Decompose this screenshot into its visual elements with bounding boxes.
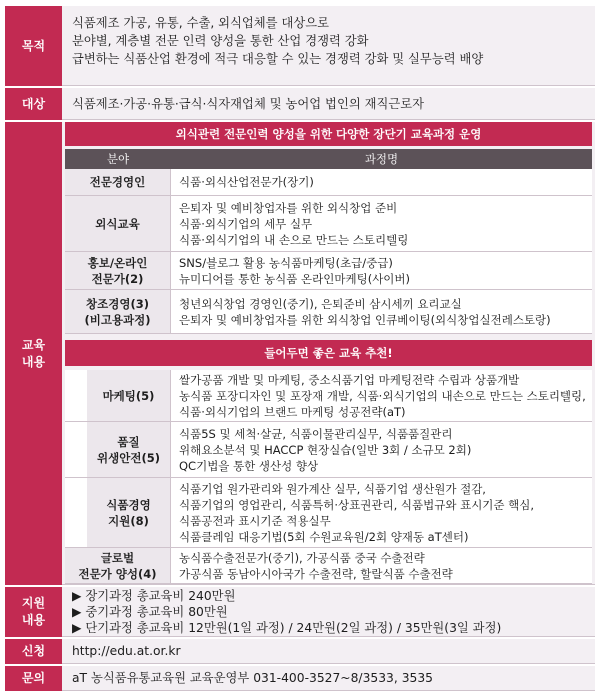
table-row [65, 548, 592, 584]
apply-label: 신청 [5, 639, 62, 664]
fee-label: 지원 내용 [5, 587, 62, 637]
table-row [65, 422, 592, 478]
target-content [62, 88, 595, 120]
field-cell: 창조경영(3) (비고용과정) [65, 290, 171, 333]
education-content [62, 122, 595, 585]
target-text: 식품제조·가공·유통·급식·식자재업체 및 농어업 법인의 재직근로자 [72, 96, 424, 111]
course-cell: 농식품수출전문가(중기), 가공식품 중국 수출전략 가공식품 동남아시아국가 수출전략, 할랄식품 수출전략 [179, 550, 453, 581]
table-row [65, 370, 592, 422]
contact-label: 문의 [5, 666, 62, 691]
field-cell: 외식교육 [65, 196, 171, 251]
purpose-row [5, 6, 595, 86]
field-cell: 홍보/온라인 전문가(2) [65, 252, 171, 289]
purpose-label: 목적 [5, 6, 62, 86]
col-field-header: 분야 [106, 152, 130, 166]
contact-row [5, 666, 595, 691]
table-row [65, 478, 592, 548]
course-cell: SNS/블로그 활용 농식품마케팅(초급/중급) 뉴미디어를 통한 농식품 온라인마케팅(사이버) [179, 255, 411, 286]
contact-text: aT 농식품유통교육원 교육운영부 031-400-3527~8/3533, 3535 [72, 671, 433, 685]
purpose-content [62, 6, 595, 86]
recommended-banner: 들어두면 좋은 교육 추천! [65, 340, 592, 366]
purpose-line: 급변하는 식품산업 환경에 적극 대응할 수 있는 경쟁력 강화 및 실무능력 배양 [72, 52, 484, 66]
course-cell: 쌀가공품 개발 및 마케팅, 중소식품기업 마케팅전략 수립과 상품개발 농식품 포장디자인 및 포장재 개발, 식품·외식기업의 내손으로 만드는 스토리텔링, 식품·외식기업의 브랜드 마케팅 성공전략(aT) [179, 372, 586, 419]
apply-content [62, 639, 595, 664]
field-cell: 품질 위생안전(5) [87, 422, 171, 477]
fee-row [5, 587, 595, 637]
course-cell: 식품5S 및 세척·살균, 식품이물관리실무, 식품품질관리 위해요소분석 및 HACCP 현장실습(일반 3회 / 소규모 2회) QC기법을 통한 생산성 향상 [179, 426, 472, 473]
education-label: 교육 내용 [5, 122, 62, 585]
course-cell: 식품·외식산업전문가(장기) [179, 175, 314, 189]
field-cell: 마케팅(5) [87, 370, 171, 421]
course-cell: 청년외식창업 경영인(중기), 은퇴준비 삼시세끼 요리교실 은퇴자 및 예비창업자를 위한 외식창업 인큐베이팅(외식창업실전레스토랑) [179, 296, 551, 327]
course-cell: 은퇴자 및 예비창업자를 위한 외식창업 준비 식품·외식기업의 세무 실무 식품·외식기업의 내 손으로 만드는 스토리텔링 [179, 200, 409, 247]
purpose-line: 분야별, 계층별 전문 인력 양성을 통한 산업 경쟁력 강화 [72, 34, 369, 48]
course-table-header [65, 149, 592, 169]
education-row [5, 122, 595, 585]
table-row [65, 290, 592, 334]
apply-row [5, 639, 595, 664]
target-row [5, 88, 595, 120]
table-row [65, 196, 592, 252]
long-term-banner: 외식관련 전문인력 양성을 위한 다양한 장단기 교육과정 운영 [65, 122, 592, 146]
table-row [65, 169, 592, 196]
program-info-table [5, 6, 595, 691]
field-cell: 전문경영인 [65, 169, 171, 195]
col-course-header: 과정명 [364, 152, 399, 166]
fee-line: ▶ 단기과정 총교육비 12만원(1일 과정) / 24만원(2일 과정) / 35만원(3일 과정) [72, 621, 502, 635]
fee-line: ▶ 중기과정 총교육비 80만원 [72, 605, 228, 619]
apply-link[interactable]: http://edu.at.or.kr [72, 644, 181, 658]
course-cell: 식품기업 원가관리와 원가계산 실무, 식품기업 생산원가 절감, 식품기업의 영업관리, 식품특허·상표권관리, 식품법규와 표시기준 핵심, 식품공전과 표시기준 적용실무 식품클레임 대응기법(5회 수원교육원/2회 양재동 aT센터) [179, 481, 535, 544]
fee-line: ▶ 장기과정 총교육비 240만원 [72, 589, 236, 603]
field-cell: 식품경영 지원(8) [87, 478, 171, 547]
fee-content [62, 587, 595, 637]
table-row [65, 252, 592, 290]
field-cell: 글로벌 전문가 양성(4) [65, 548, 171, 583]
target-label: 대상 [5, 88, 62, 120]
contact-content [62, 666, 595, 691]
purpose-line: 식품제조 가공, 유통, 수출, 외식업체를 대상으로 [72, 16, 329, 30]
